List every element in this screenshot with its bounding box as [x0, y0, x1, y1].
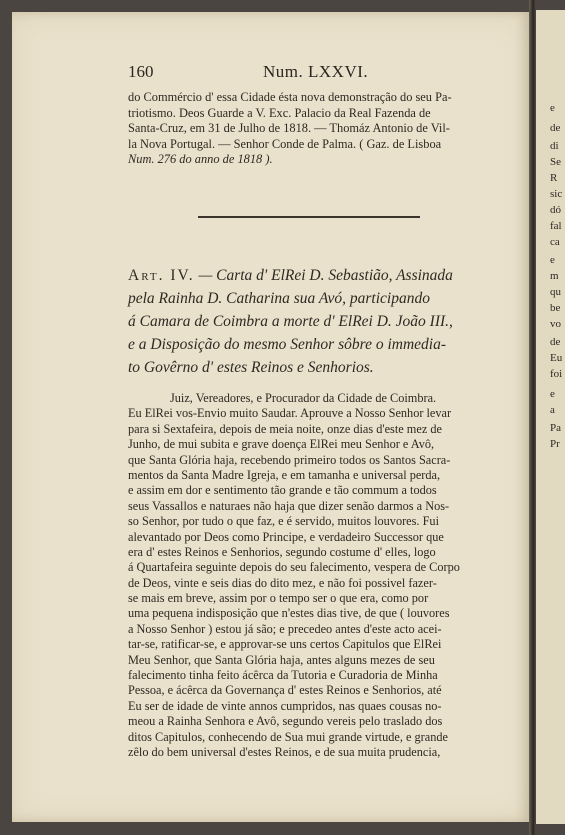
- text-line: e assim em dor e sentimento tão grande e tão commum a todos: [128, 483, 437, 498]
- facing-page-fragment: ca: [550, 236, 560, 248]
- text-line: para si Sextafeira, depois de meia noite, onze dias d'este mez de: [128, 421, 442, 436]
- text-line: triotismo. Deos Guarde a V. Exc. Palacio da Real Fazenda de: [128, 105, 431, 120]
- facing-page-fragment: de: [550, 336, 561, 348]
- text-line: mentos da Santa Madre Igreja, e em tamanha e universal perda,: [128, 467, 441, 482]
- facing-page-fragment: di: [550, 140, 559, 152]
- facing-page-fragment: a: [550, 404, 555, 416]
- text-line: zêlo do bem universal d'estes Reinos, e de sua muita prudencia,: [128, 744, 441, 759]
- text-line: Meu Senhor, que Santa Glória haja, antes alguns mezes de seu: [128, 652, 435, 667]
- article-heading: [128, 264, 506, 379]
- text-line: so Senhor, por tudo o que faz, e é servido, muitos louvores. Fui: [128, 514, 439, 529]
- text-line: á Quartafeira seguinte depois do seu falecimento, vespera de Corpo: [128, 560, 460, 575]
- facing-page-fragment: foi: [550, 368, 563, 380]
- text-line: a Nosso Senhor ) estou já são; e precedeo antes d'este acto acei-: [128, 621, 442, 636]
- facing-page-fragment: dó: [550, 204, 561, 216]
- facing-page-fragment: m: [550, 270, 559, 282]
- text-line: que Santa Glória haja, recebendo primeiro todos os Santos Sacra-: [128, 452, 451, 467]
- text-line: tar-se, ratificar-se, e approvar-se uns certos Capitulos que ElRei: [128, 637, 442, 652]
- text-line: Junho, de mui subita e grave doença ElRei meu Senhor e Avô,: [128, 437, 435, 452]
- text-line: seus Vassallos e naturaes não haja que dizer senão darmos a Nos-: [128, 498, 450, 513]
- article-label: Art. IV.: [128, 267, 195, 284]
- letter-body: [128, 391, 506, 760]
- facing-page-fragment: Pa: [550, 422, 561, 434]
- facing-page-fragment: e: [550, 102, 555, 114]
- text-line: meou a Rainha Senhora e Avô, segundo vereis pelo traslado dos: [128, 714, 443, 729]
- article-title-line: to Govêrno d' estes Reinos e Senhorios.: [128, 359, 374, 376]
- running-title: Num. LXXVI.: [263, 62, 369, 81]
- binding-gutter: [529, 0, 536, 835]
- article-title-line: á Camara de Coimbra a morte d' ElRei D. João III.,: [128, 313, 453, 330]
- text-line: ditos Capitulos, conhecendo de Sua mui grande virtude, e grande: [128, 729, 448, 744]
- facing-page-fragment: sic: [550, 188, 563, 200]
- text-line: Pessoa, e ácêrca da Governança d' estes Reinos e Senhorios, até: [128, 683, 442, 698]
- text-line: falecimento tinha feito ácêrca da Tutoria e Curadoria de Minha: [128, 668, 438, 683]
- facing-page-fragment: qu: [550, 286, 561, 298]
- facing-page-fragment: fal: [550, 220, 562, 232]
- text-line: se mais em breve, assim por o tempo ser o que era, como por: [128, 591, 429, 606]
- text-line: alevantado por Deos como Principe, e verdadeiro Successor que: [128, 529, 444, 544]
- facing-page-fragment: Eu: [550, 352, 563, 364]
- facing-page-fragment: be: [550, 302, 561, 314]
- text-line: era d' estes Reinos e Senhorios, segundo costume d' elles, logo: [128, 544, 436, 559]
- page-header: [128, 62, 500, 84]
- article-title-line: [128, 264, 506, 287]
- text-line: do Commércio d' essa Cidade ésta nova demonstração do seu Pa-: [128, 90, 452, 104]
- bleed-through-text: [250, 170, 510, 184]
- text-line: de Deos, vinte e seis dias do dito mez, e não foi possivel fazer-: [128, 575, 437, 590]
- facing-page-fragment: e: [550, 388, 555, 400]
- facing-page-fragment: Se: [550, 156, 561, 168]
- section-divider: [198, 216, 420, 218]
- text-line: Eu ElRei vos-Envio muito Saudar. Aprouve a Nosso Senhor levar: [128, 406, 452, 421]
- article-title-line: pela Rainha D. Catharina sua Avó, participando: [128, 290, 430, 307]
- article-title-text: — Carta d' ElRei D. Sebastião, Assinada: [198, 267, 453, 284]
- facing-page-fragment: vo: [550, 318, 561, 330]
- text-line: Num. 276 do anno de 1818 ).: [128, 152, 273, 166]
- facing-page-fragment: R: [550, 172, 558, 184]
- facing-page-fragment: e: [550, 254, 555, 266]
- text-line: uma pequena indisposição que n'estes dias tive, de que ( louvores: [128, 606, 450, 621]
- page-number: 160: [128, 62, 154, 81]
- text-line: Santa-Cruz, em 31 de Julho de 1818. — Thomáz Antonio de Vil-: [128, 121, 450, 135]
- facing-page-fragment: de: [550, 122, 561, 134]
- text-line: Juiz, Vereadores, e Procurador da Cidade de Coimbra.: [170, 391, 437, 405]
- text-line: la Nova Portugal. — Senhor Conde de Palma. ( Gaz. de Lisboa: [128, 136, 442, 151]
- article-title-line: e a Disposição do mesmo Senhor sôbre o immedia-: [128, 336, 446, 353]
- facing-page-fragment: Pr: [550, 438, 560, 450]
- text-line: Eu ser de idade de vinte annos cumpridos, nas quaes cousas no-: [128, 698, 442, 713]
- facing-page-edge: [536, 10, 565, 824]
- continued-paragraph: [128, 90, 506, 168]
